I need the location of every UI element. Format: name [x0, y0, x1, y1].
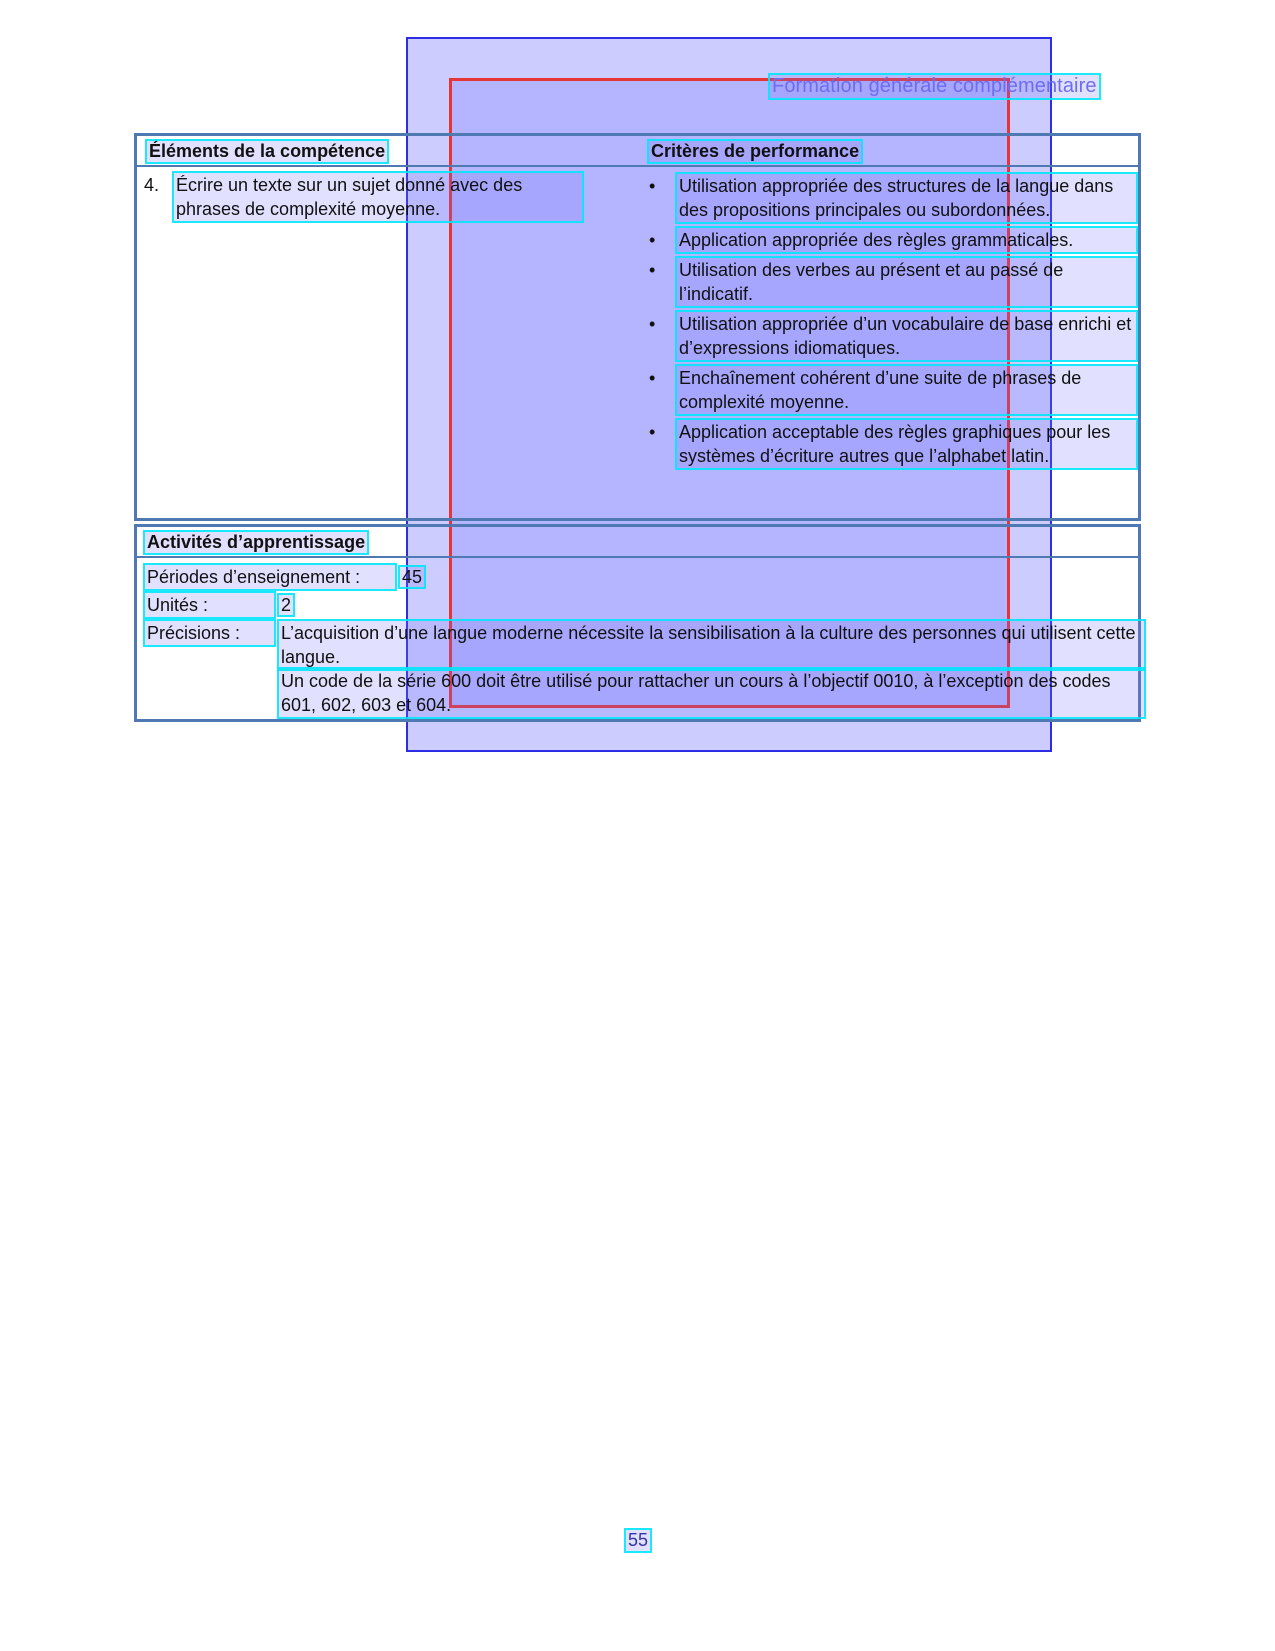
precision-line: Un code de la série 600 doit être utilisé pour rattacher un cours à l’objectif 0010, à l’exception des codes 601, 602, 603 et 604. [279, 669, 1144, 717]
competence-elements-header: Éléments de la compétence [149, 141, 386, 161]
activities-table [134, 524, 1141, 722]
page-number: 55 [628, 1530, 649, 1550]
bullet-icon: • [649, 422, 656, 442]
activities-table-header [137, 527, 1138, 558]
precisions-row [145, 621, 1144, 717]
competence-element-text: Écrire un texte sur un sujet donné avec des phrases de complexité moyenne. [174, 173, 582, 221]
bullet-icon: • [649, 260, 656, 280]
activities-title: Activités d’apprentissage [147, 532, 366, 552]
periods-value: 45 [402, 567, 423, 587]
bullet-icon: • [649, 314, 656, 334]
competence-table [134, 133, 1141, 521]
performance-criterion [649, 228, 1136, 252]
bullet-icon: • [649, 368, 656, 388]
performance-criterion-text: Application appropriée des règles grammaticales. [677, 228, 1136, 252]
competence-element-number: 4. [144, 175, 160, 195]
competence-table-header [137, 136, 1138, 167]
periods-row [145, 565, 424, 589]
units-label: Unités : [145, 593, 274, 617]
bullet-icon: • [649, 176, 656, 196]
performance-criterion [649, 258, 1136, 306]
performance-criterion [649, 312, 1136, 360]
performance-criteria-list [649, 174, 1136, 474]
performance-criterion-text: Utilisation appropriée d’un vocabulaire de base enrichi et d’expressions idiomatiques. [677, 312, 1136, 360]
performance-criterion-text: Enchaînement cohérent d’une suite de phrases de complexité moyenne. [677, 366, 1136, 414]
performance-criterion [649, 174, 1136, 222]
performance-criterion-text: Utilisation des verbes au présent et au passé de l’indicatif. [677, 258, 1136, 306]
units-value: 2 [281, 595, 292, 615]
header-title: Formation générale complémentaire [772, 75, 1097, 97]
periods-label: Périodes d’enseignement : [145, 565, 395, 589]
performance-criterion [649, 366, 1136, 414]
precisions-label: Précisions : [145, 621, 274, 645]
bullet-icon: • [649, 230, 656, 250]
performance-criterion-text: Application acceptable des règles graphiques pour les systèmes d’écriture autres que l’alphabet latin. [677, 420, 1136, 468]
precision-line: L’acquisition d’une langue moderne nécessite la sensibilisation à la culture des personnes qui utilisent cette langue. [279, 621, 1144, 669]
competence-element-row [144, 173, 582, 221]
performance-criteria-header: Critères de performance [651, 141, 860, 161]
precisions-text-block [279, 621, 1144, 717]
competence-element [144, 173, 582, 221]
performance-criterion [649, 420, 1136, 468]
units-row [145, 593, 293, 617]
performance-criterion-text: Utilisation appropriée des structures de la langue dans des propositions principales ou subordonnées. [677, 174, 1136, 222]
